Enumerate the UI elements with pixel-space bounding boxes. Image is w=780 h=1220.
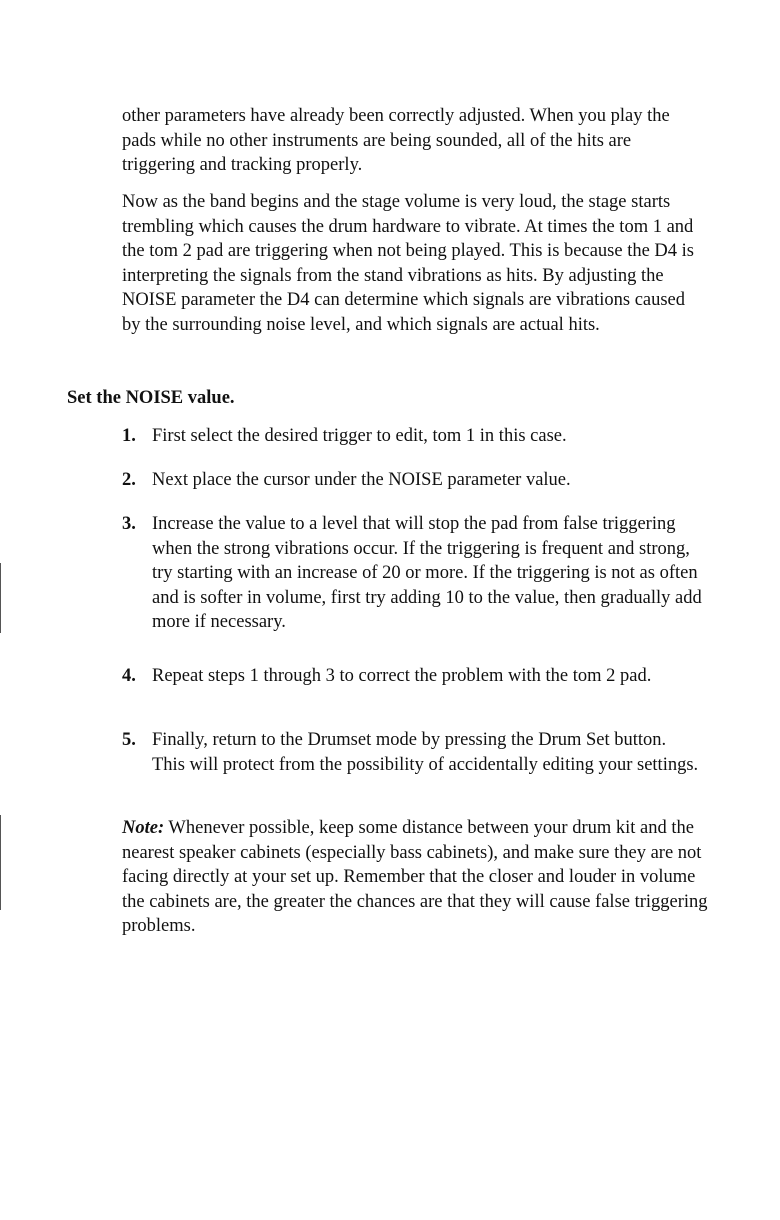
context-paragraph: Now as the band begins and the stage volume is very loud, the stage starts trembling which causes the drum hardware to vibrate. At times the tom 1 and the tom 2 pad are triggering when not being played. This is because the D4 is interpreting the signals from the stand vibrations as hits. By adjusting the NOISE parameter the D4 can determine which signals are vibrations caused by the surrounding noise level, and which signals are actual hits. bbox=[122, 192, 694, 335]
step-text: Repeat steps 1 through 3 to correct the problem with the tom 2 pad. bbox=[152, 666, 652, 686]
step-text: Next place the cursor under the NOISE parameter value. bbox=[152, 470, 571, 490]
step-number: 1. bbox=[122, 426, 136, 446]
step-text: Finally, return to the Drumset mode by pressing the Drum Set button. This will protect from the possibility of accidentally editing your settings. bbox=[152, 730, 699, 775]
step-text: Increase the value to a level that will stop the pad from false triggering when the strong vibrations occur. If the triggering is frequent and strong, try starting with an increase of 20 or more. If the triggering is not as often and is softer in volume, first try adding 10 to the value, then gradually add more if necessary. bbox=[152, 514, 702, 632]
section-heading: Set the NOISE value. bbox=[67, 388, 235, 408]
step-item bbox=[122, 728, 702, 777]
step-item bbox=[122, 424, 702, 449]
intro-paragraph: other parameters have already been correctly adjusted. When you play the pads while no other instruments are being sounded, all of the hits are triggering and tracking properly. bbox=[122, 106, 670, 175]
step-item bbox=[122, 664, 702, 689]
step-item bbox=[122, 468, 702, 493]
scan-edge-mark bbox=[0, 815, 1, 910]
step-number: 3. bbox=[122, 514, 136, 534]
step-number: 2. bbox=[122, 470, 136, 490]
note-text: Whenever possible, keep some distance between your drum kit and the nearest speaker cabinets (especially bass cabinets), and make sure they are not facing directly at your set up. Remember that the closer and louder in volume the cabinets are, the greater the chances are that they will cause false triggering problems. bbox=[122, 818, 708, 936]
note-paragraph bbox=[122, 816, 712, 939]
step-item bbox=[122, 512, 702, 635]
step-text: First select the desired trigger to edit, tom 1 in this case. bbox=[152, 426, 567, 446]
scan-edge-mark bbox=[0, 563, 1, 633]
step-number: 5. bbox=[122, 730, 136, 750]
note-label: Note: bbox=[122, 818, 165, 838]
step-number: 4. bbox=[122, 666, 136, 686]
